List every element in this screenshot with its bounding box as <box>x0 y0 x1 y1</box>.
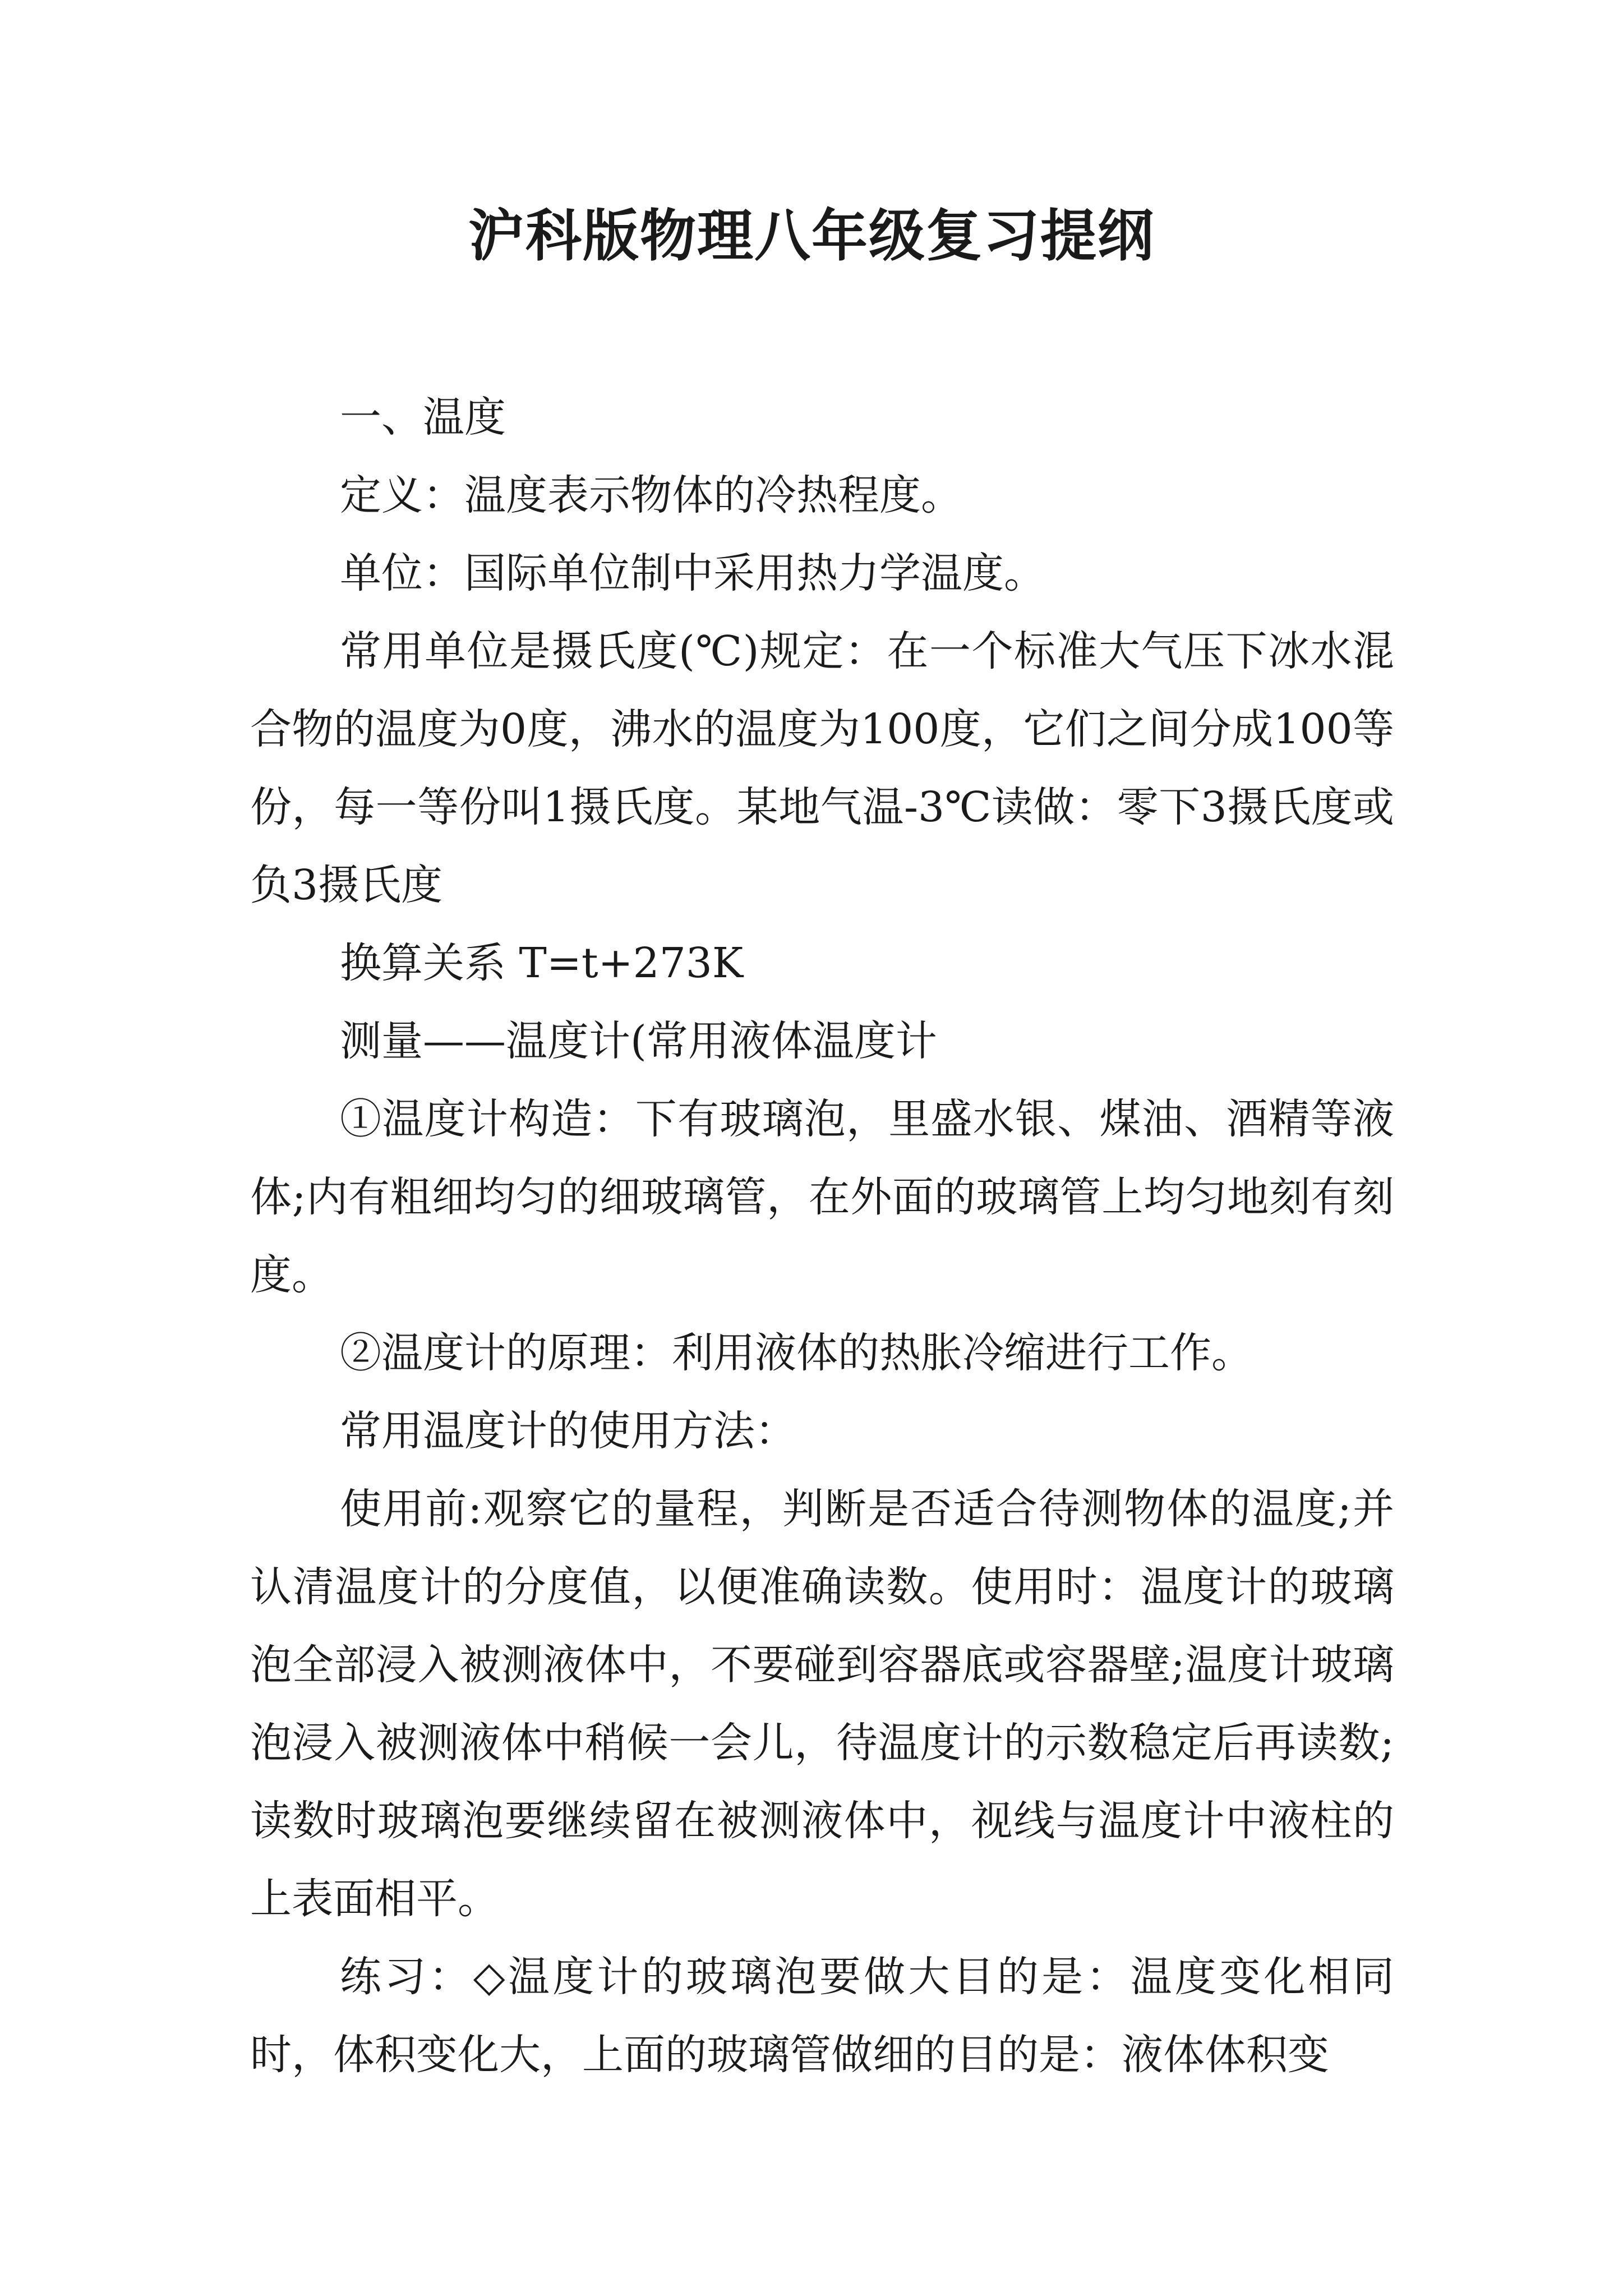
paragraph-celsius-rule: 常用单位是摄氏度(℃)规定：在一个标准大气压下冰水混合物的温度为0度，沸水的温度为100度，它们之间分成100等份，每一等份叫1摄氏度。某地气温-3℃读做：零下3摄氏度或负3摄氏度 <box>250 627 1394 909</box>
paragraph-unit: 单位：国际单位制中采用热力学温度。 <box>340 549 1045 597</box>
paragraph-conversion: 换算关系 T=t+273K <box>340 939 744 987</box>
paragraph-usage-method: 使用前:观察它的量程，判断是否适合待测物体的温度;并认清温度计的分度值，以便准确读数。使用时：温度计的玻璃泡全部浸入被测液体中，不要碰到容器底或容器壁;温度计玻璃泡浸入被测液体中稍候一会儿，待温度计的示数稳定后再读数;读数时玻璃泡要继续留在被测液体中，视线与温度计中液柱的上表面相平。 <box>250 1485 1394 1923</box>
paragraph-thermometer-structure: ①温度计构造：下有玻璃泡，里盛水银、煤油、酒精等液体;内有粗细均匀的细玻璃管，在外面的玻璃管上均匀地刻有刻度。 <box>250 1095 1394 1299</box>
paragraph-thermometer-principle: ②温度计的原理：利用液体的热胀冷缩进行工作。 <box>340 1329 1253 1377</box>
section-heading-temperature: 一、温度 <box>340 393 506 441</box>
paragraph-usage-heading: 常用温度计的使用方法： <box>340 1407 796 1455</box>
document-body <box>250 379 1394 2094</box>
paragraph-measurement: 测量——温度计(常用液体温度计 <box>340 1017 937 1065</box>
document-title: 沪科版物理八年级复习提纲 <box>468 203 1155 269</box>
paragraph-exercise: 练习：◇温度计的玻璃泡要做大目的是：温度变化相同时，体积变化大，上面的玻璃管做细的目的是：液体体积变 <box>250 1953 1394 2079</box>
paragraph-definition: 定义：温度表示物体的冷热程度。 <box>340 471 962 519</box>
